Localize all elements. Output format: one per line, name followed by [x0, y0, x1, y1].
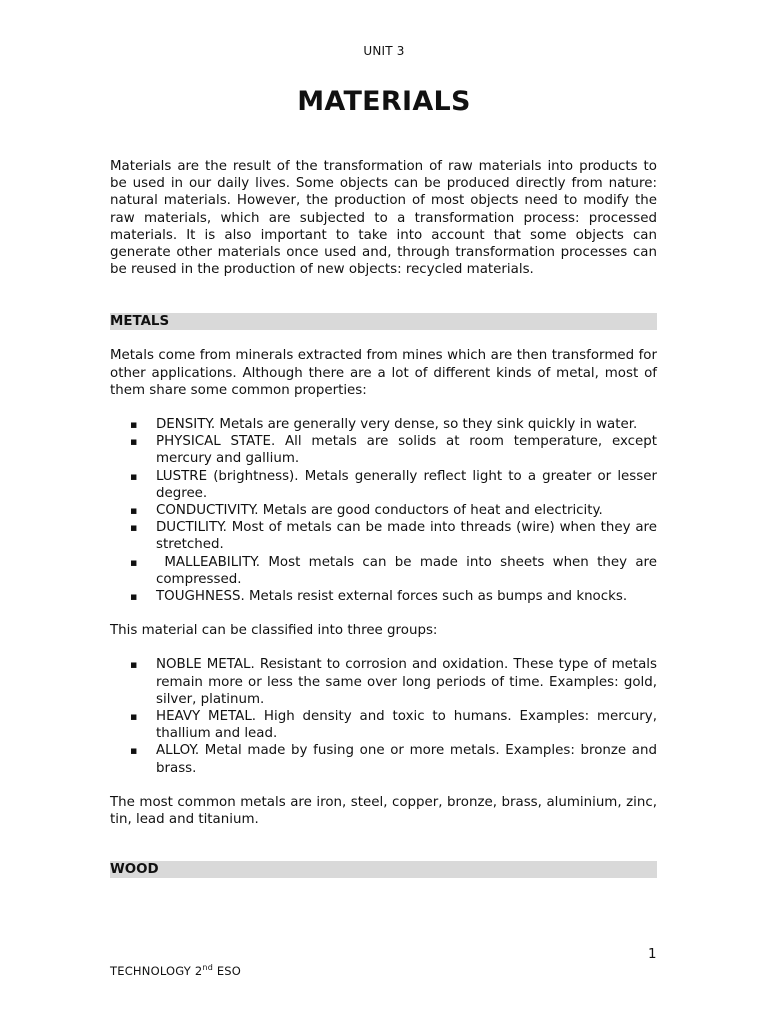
list-item: ▪ NOBLE METAL. Resistant to corrosion and oxidation. These type of metals remain more or less the same over long periods of time. Examples: gold, silver, platinum.: [110, 656, 657, 708]
list-item: ▪ CONDUCTIVITY. Metals are good conductors of heat and electricity.: [110, 502, 657, 519]
metal-properties-list: [110, 416, 662, 605]
common-metals-paragraph: The most common metals are iron, steel, copper, bronze, brass, aluminium, zinc, tin, lead and titanium.: [110, 794, 657, 828]
groups-intro-paragraph: This material can be classified into three groups:: [110, 623, 438, 639]
intro-paragraph: Materials are the result of the transformation of raw materials into products to be used in our daily lives. Some objects can be produced directly from nature: natural materials. However, the production of most objects need to modify the raw materials, which are subjected to a transformation process: processed materials. It is also important to take into account that some objects can generate other materials once used and, through transformation processes can be reused in the production of new objects: recycled materials.: [110, 159, 657, 278]
list-item: ▪ DENSITY. Metals are generally very dense, so they sink quickly in water.: [110, 416, 657, 433]
metal-groups-list: [110, 656, 657, 776]
list-item: ▪ PHYSICAL STATE. All metals are solids at room temperature, except mercury and gallium.: [110, 433, 657, 467]
page-title: MATERIALS: [297, 86, 471, 117]
section-heading-wood: WOOD: [110, 861, 657, 878]
list-item: ▪ DUCTILITY. Most of metals can be made into threads (wire) when they are stretched.: [110, 519, 657, 553]
page-number: 1: [648, 947, 657, 962]
metals-intro-paragraph: Metals come from minerals extracted from mines which are then transformed for other applications. Although there are a lot of different kinds of metal, most of them share some common properties:: [110, 348, 657, 398]
footer-course: [110, 964, 241, 978]
list-item: ▪ TOUGHNESS. Metals resist external forces such as bumps and knocks.: [110, 588, 657, 605]
footer-course-ordinal: nd: [202, 963, 213, 973]
document-body: [110, 158, 662, 895]
list-item: ▪ ALLOY. Metal made by fusing one or more metals. Examples: bronze and brass.: [110, 742, 657, 776]
section-heading-metals: METALS: [110, 313, 657, 330]
footer-course-suffix: ESO: [212, 964, 242, 978]
list-item: ▪ HEAVY METAL. High density and toxic to humans. Examples: mercury, thallium and lead.: [110, 708, 657, 742]
list-item: ▪ LUSTRE (brightness). Metals generally reflect light to a greater or lesser degree.: [110, 468, 657, 502]
footer-course-prefix: TECHNOLOGY 2: [110, 964, 203, 978]
unit-label: UNIT 3: [363, 44, 405, 58]
list-item: ▪ MALLEABILITY. Most metals can be made into sheets when they are compressed.: [110, 554, 657, 588]
